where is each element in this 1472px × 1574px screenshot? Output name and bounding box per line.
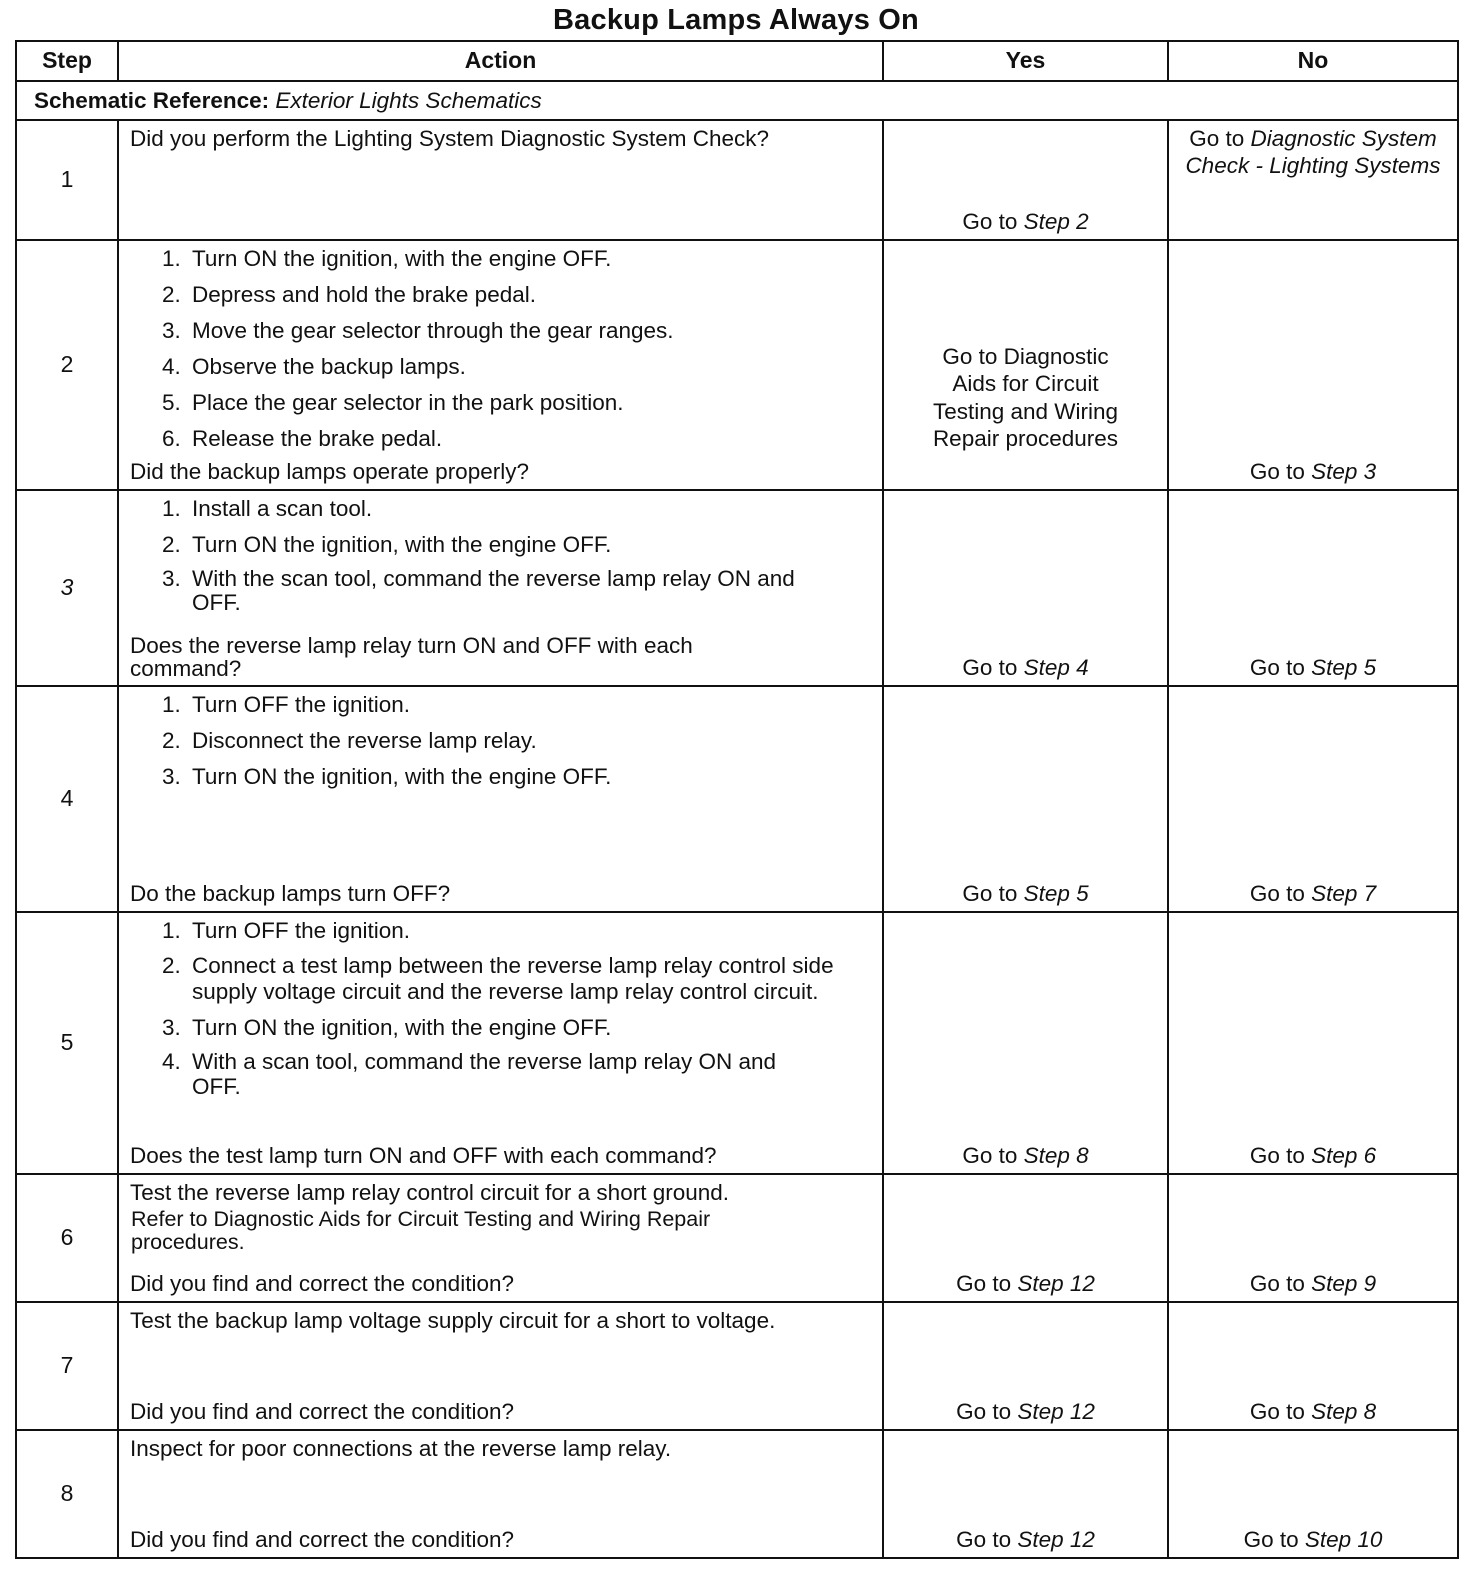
goto-prefix: Go to — [956, 1271, 1018, 1296]
yes-cell — [883, 1430, 1168, 1558]
action-step: 2. Depress and hold the brake pedal. — [187, 281, 882, 308]
action-step: 6. Release the brake pedal. — [187, 425, 882, 452]
no-cell — [1168, 1430, 1458, 1558]
header-step: Step — [16, 41, 118, 81]
header-row — [16, 41, 1458, 81]
action-step: 4. With a scan tool, command the reverse lamp relay ON and OFF. — [187, 1050, 874, 1100]
goto-prefix: Go to — [962, 881, 1024, 906]
action-steps — [119, 691, 882, 790]
step-number: 5 — [16, 912, 118, 1174]
goto-link[interactable]: Step 5 — [1311, 655, 1377, 680]
table-row — [16, 120, 1458, 240]
goto-link[interactable]: Step 12 — [1017, 1527, 1095, 1552]
no-goto[interactable] — [1169, 1398, 1457, 1425]
no-goto[interactable] — [1169, 1526, 1457, 1553]
action-step: 3. With the scan tool, command the reverse lamp relay ON and OFF. — [187, 567, 822, 614]
yes-goto[interactable] — [884, 1526, 1167, 1553]
yes-goto[interactable] — [884, 880, 1167, 907]
action-lead: Inspect for poor connections at the reverse lamp relay. — [130, 1436, 672, 1461]
yes-goto[interactable] — [884, 1142, 1167, 1169]
goto-prefix: Go to — [1249, 655, 1312, 680]
no-cell — [1168, 240, 1458, 490]
header-no: No — [1168, 41, 1458, 81]
no-cell — [1168, 912, 1458, 1174]
no-cell — [1168, 490, 1458, 686]
table-row — [16, 1174, 1458, 1302]
yes-cell — [883, 912, 1168, 1174]
action-cell — [118, 1174, 883, 1302]
yes-goto[interactable] — [884, 654, 1167, 681]
no-goto[interactable] — [1169, 654, 1457, 681]
table-row — [16, 490, 1458, 686]
action-cell — [118, 912, 883, 1174]
schematic-link[interactable]: Exterior Lights Schematics — [275, 88, 542, 113]
goto-prefix: Go to — [1249, 1271, 1312, 1296]
action-cell — [118, 490, 883, 686]
schematic-reference — [16, 81, 1458, 120]
goto-link[interactable]: Step 8 — [1023, 1143, 1089, 1168]
no-goto[interactable] — [1169, 121, 1457, 179]
action-step: 1. Turn OFF the ignition. — [187, 917, 874, 944]
yes-cell — [883, 490, 1168, 686]
action-cell — [118, 1430, 883, 1558]
goto-link[interactable]: Step 5 — [1023, 881, 1089, 906]
step-number: 8 — [16, 1430, 118, 1558]
goto-prefix: Go to — [956, 1527, 1018, 1552]
schematic-label: Schematic Reference: — [34, 88, 270, 113]
goto-prefix: Go to — [1249, 459, 1312, 484]
no-goto[interactable] — [1169, 458, 1457, 485]
goto-prefix: Go to — [1243, 1527, 1305, 1552]
action-steps — [119, 917, 882, 1100]
yes-cell — [883, 686, 1168, 912]
goto-link[interactable]: Step 10 — [1304, 1527, 1383, 1552]
action-steps — [119, 245, 882, 452]
step-number: 6 — [16, 1174, 118, 1302]
action-question: Did you find and correct the condition? — [130, 1527, 514, 1552]
action-question: Did you find and correct the condition? — [130, 1271, 514, 1296]
step-number: 4 — [16, 686, 118, 912]
table-row — [16, 1302, 1458, 1430]
action-question: Does the test lamp turn ON and OFF with each command? — [130, 1143, 717, 1168]
goto-link[interactable]: Diagnostic System Check - Lighting Systems — [1185, 126, 1441, 178]
action-question: Did the backup lamps operate properly? — [130, 459, 529, 484]
goto-link[interactable]: Step 2 — [1023, 209, 1089, 234]
yes-cell — [883, 120, 1168, 240]
yes-goto[interactable] — [884, 1398, 1167, 1425]
step-number: 2 — [16, 240, 118, 490]
action-lead: Did you perform the Lighting System Diagnostic System Check? — [130, 126, 770, 151]
table-row — [16, 686, 1458, 912]
step-number: 7 — [16, 1302, 118, 1430]
goto-prefix: Go to — [962, 209, 1024, 234]
goto-link[interactable]: Step 3 — [1311, 459, 1377, 484]
goto-prefix: Go to — [956, 1399, 1018, 1424]
action-cell — [118, 1302, 883, 1430]
table-row — [16, 912, 1458, 1174]
yes-goto[interactable] — [884, 208, 1167, 235]
action-step: 3. Turn ON the ignition, with the engine OFF. — [187, 763, 882, 790]
action-step: 1. Turn ON the ignition, with the engine OFF. — [187, 245, 882, 272]
action-step: 5. Place the gear selector in the park position. — [187, 389, 882, 416]
goto-text: Go to Diagnostic Aids for Circuit Testing and Wiring Repair procedures — [932, 344, 1119, 452]
action-cell — [118, 686, 883, 912]
action-steps — [119, 495, 882, 614]
goto-link[interactable]: Step 4 — [1023, 655, 1089, 680]
goto-link[interactable]: Step 12 — [1017, 1399, 1095, 1424]
goto-link[interactable]: Step 12 — [1017, 1271, 1095, 1296]
yes-goto[interactable] — [884, 1270, 1167, 1297]
goto-link[interactable]: Step 7 — [1311, 881, 1377, 906]
yes-goto[interactable] — [884, 343, 1167, 453]
diagnostic-table — [15, 40, 1459, 1559]
action-question: Does the reverse lamp relay turn ON and OFF with each command? — [130, 632, 693, 682]
table-row — [16, 1430, 1458, 1558]
action-step: 4. Observe the backup lamps. — [187, 353, 882, 380]
table-row — [16, 240, 1458, 490]
schematic-row — [16, 81, 1458, 120]
action-step: 2. Connect a test lamp between the reverse lamp relay control side supply voltage circuit and the reverse lamp relay control circuit. — [187, 953, 874, 1005]
yes-cell — [883, 1174, 1168, 1302]
action-step: 1. Turn OFF the ignition. — [187, 691, 882, 718]
goto-link[interactable]: Step 9 — [1311, 1271, 1377, 1296]
no-cell — [1168, 686, 1458, 912]
action-step: 3. Turn ON the ignition, with the engine OFF. — [187, 1014, 874, 1041]
goto-prefix: Go to — [962, 655, 1024, 680]
action-lead: Test the reverse lamp relay control circuit for a short ground. — [130, 1180, 730, 1205]
header-action: Action — [118, 41, 883, 81]
no-cell — [1168, 120, 1458, 240]
no-cell — [1168, 1302, 1458, 1430]
action-step: 2. Disconnect the reverse lamp relay. — [187, 727, 882, 754]
goto-prefix: Go to — [1249, 881, 1312, 906]
header-yes: Yes — [883, 41, 1168, 81]
goto-prefix: Go to — [1189, 126, 1251, 151]
goto-link[interactable]: Step 6 — [1311, 1143, 1377, 1168]
no-cell — [1168, 1174, 1458, 1302]
action-step: 2. Turn ON the ignition, with the engine OFF. — [187, 531, 822, 558]
action-cell — [118, 120, 883, 240]
goto-prefix: Go to — [962, 1143, 1024, 1168]
yes-cell — [883, 1302, 1168, 1430]
step-number: 3 — [16, 490, 118, 686]
action-lead: Test the backup lamp voltage supply circuit for a short to voltage. — [130, 1308, 776, 1333]
action-step: 3. Move the gear selector through the gear ranges. — [187, 317, 882, 344]
goto-prefix: Go to — [1249, 1143, 1312, 1168]
action-cell — [118, 240, 883, 490]
goto-link[interactable]: Step 8 — [1311, 1399, 1377, 1424]
goto-prefix: Go to — [1249, 1399, 1312, 1424]
no-goto[interactable] — [1169, 1270, 1457, 1297]
page-title: Backup Lamps Always On — [553, 4, 919, 36]
action-note: Refer to Diagnostic Aids for Circuit Testing and Wiring Repair procedures. — [131, 1207, 711, 1254]
no-goto[interactable] — [1169, 1142, 1457, 1169]
action-question: Do the backup lamps turn OFF? — [130, 881, 451, 906]
action-step: 1. Install a scan tool. — [187, 495, 822, 522]
action-question: Did you find and correct the condition? — [130, 1399, 514, 1424]
step-number: 1 — [16, 120, 118, 240]
yes-cell — [883, 240, 1168, 490]
no-goto[interactable] — [1169, 880, 1457, 907]
